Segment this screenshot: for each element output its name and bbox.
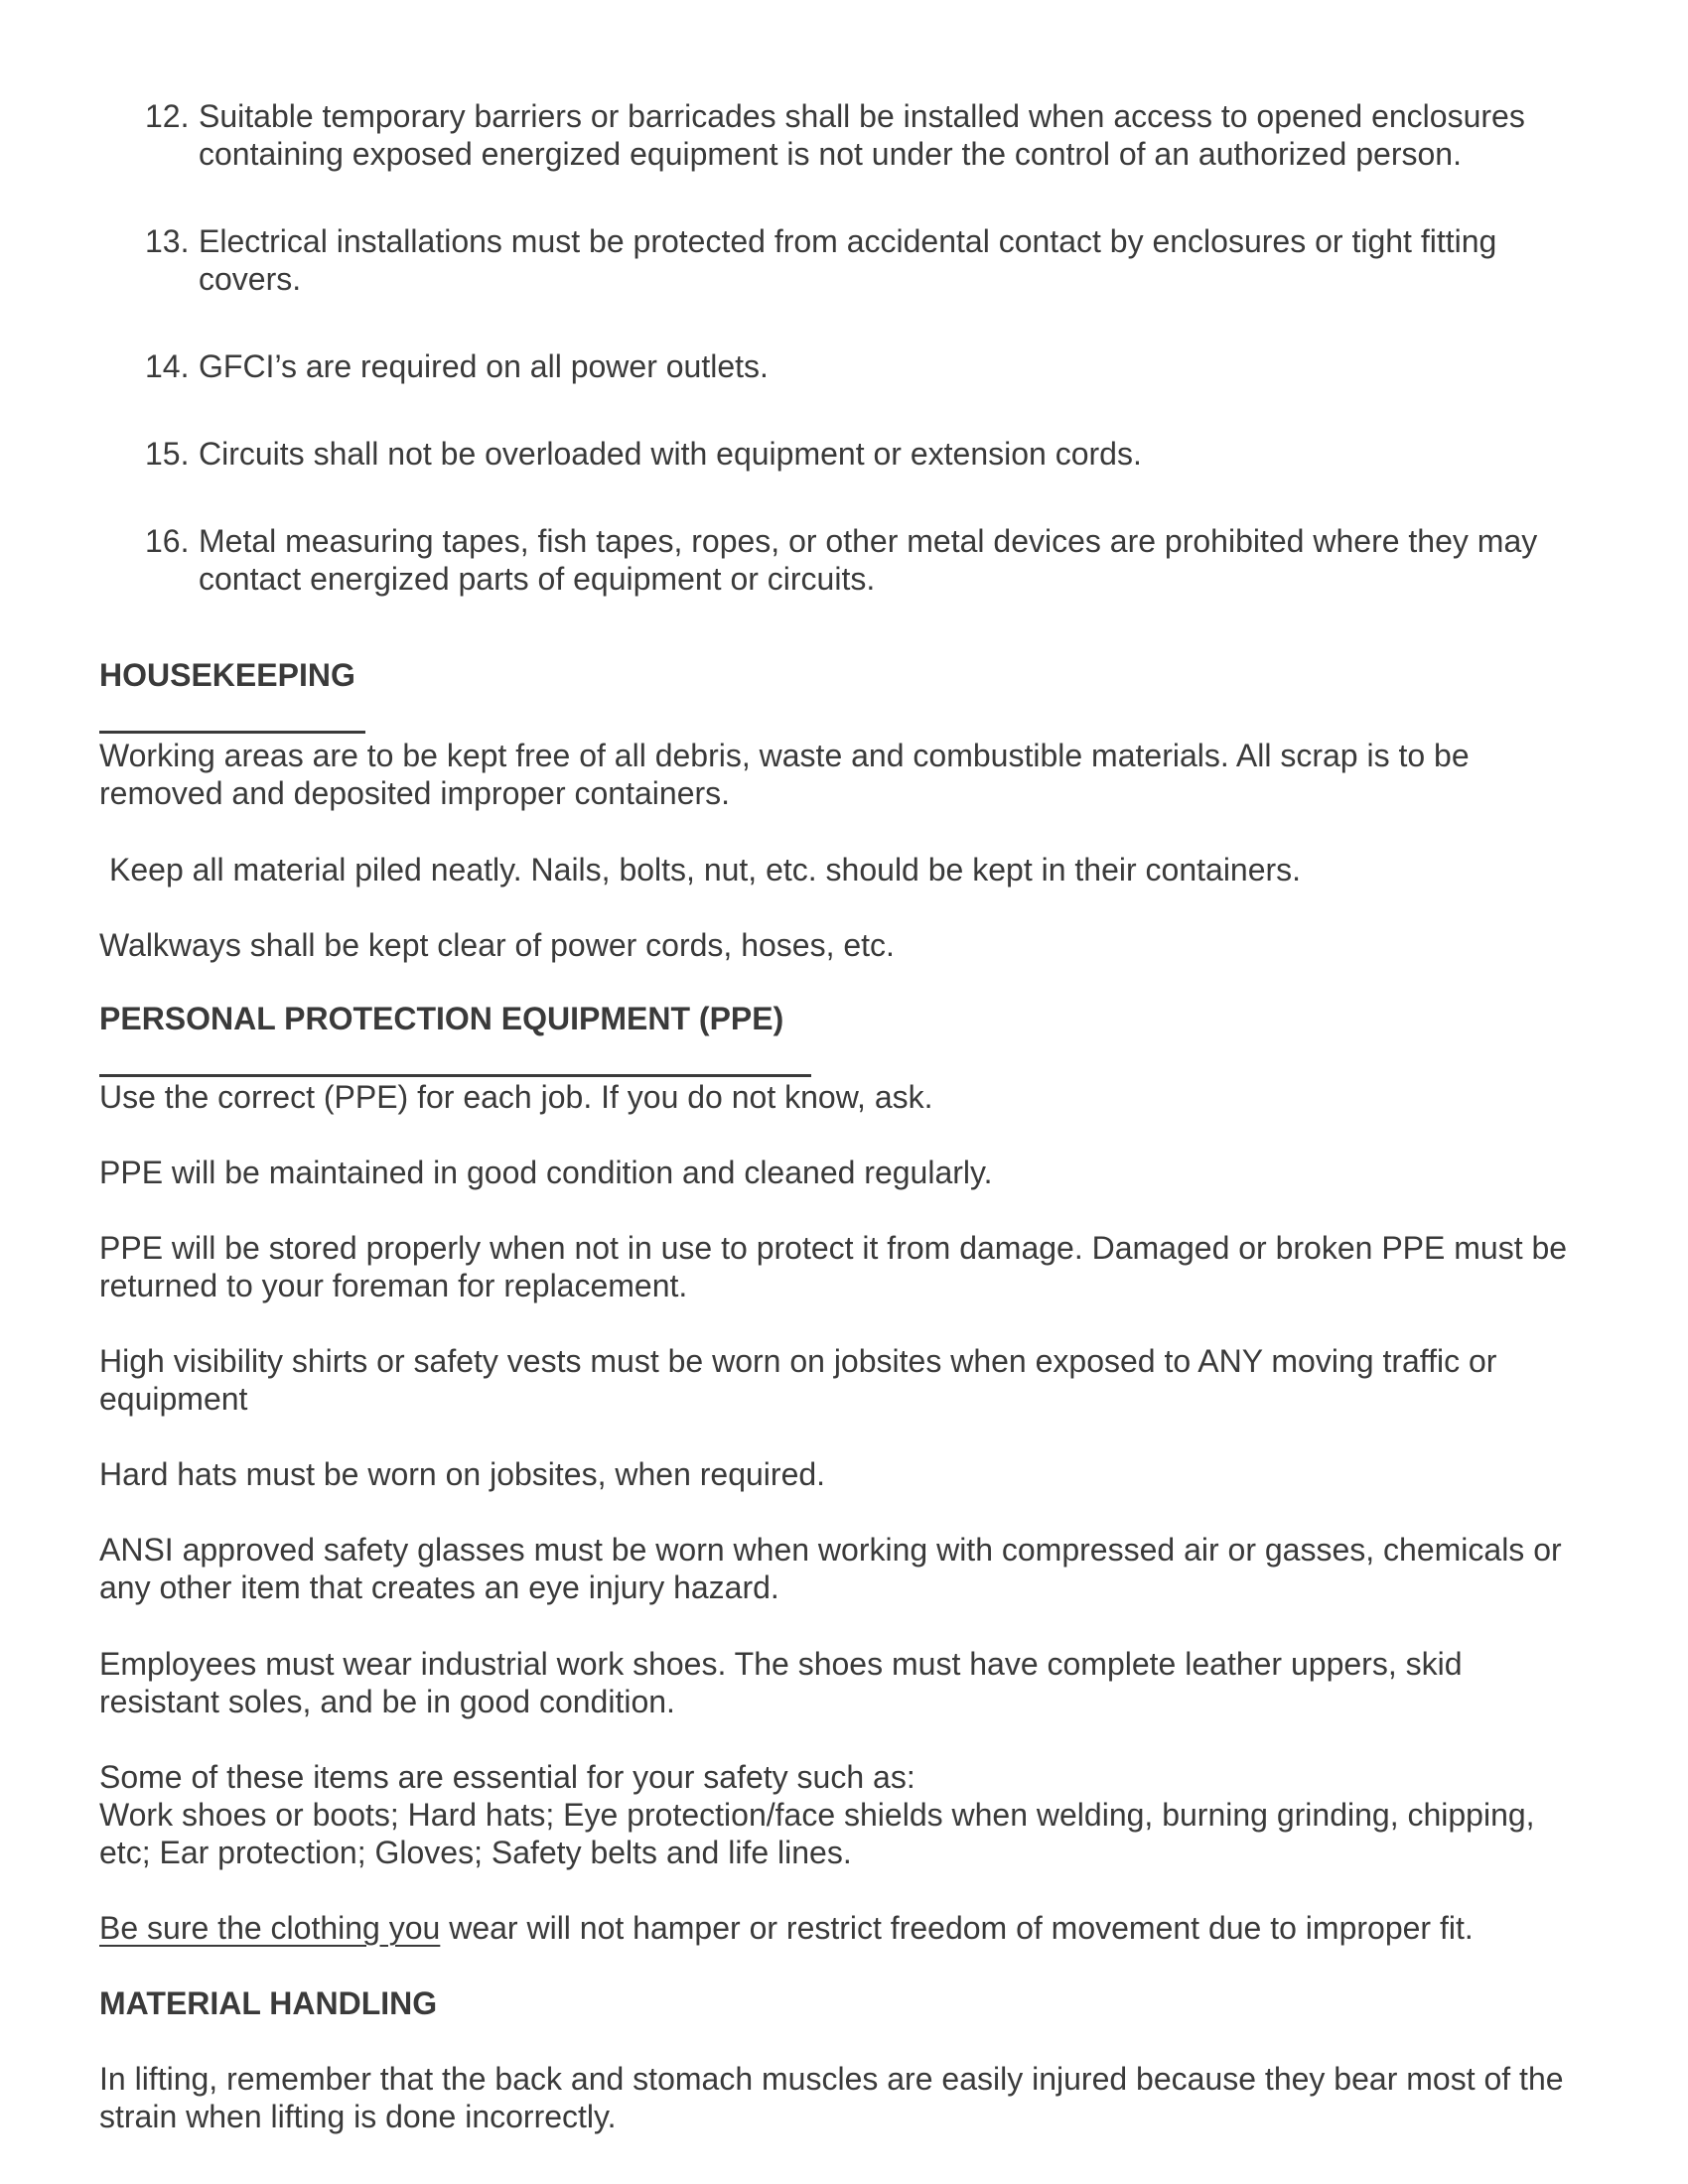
list-item <box>145 347 1589 385</box>
housekeeping-paragraph: Walkways shall be kept clear of power cords, hoses, etc. <box>99 927 895 963</box>
list-item-text: Suitable temporary barriers or barricades shall be installed when access to opened enclosures containing exposed energized equipment is not under the control of an authorized person. <box>199 98 1525 172</box>
ppe-essentials-list: Work shoes or boots; Hard hats; Eye protection/face shields when welding, burning grinding, chipping, etc; Ear protection; Gloves; Safety belts and life lines. <box>99 1797 1535 1870</box>
list-item <box>145 522 1589 598</box>
list-item <box>145 435 1589 473</box>
material-handling-paragraph: In lifting, remember that the back and stomach muscles are easily injured because they bear most of the strain when lifting is done incorrectly. <box>99 2061 1564 2134</box>
material-handling-heading: MATERIAL HANDLING <box>99 1985 438 2021</box>
ppe-paragraph: ANSI approved safety glasses must be worn when working with compressed air or gasses, chemicals or any other item that creates an eye injury hazard. <box>99 1532 1562 1605</box>
list-item-number: 16 . <box>145 522 189 560</box>
ppe-clothing-paragraph <box>99 1909 1589 1947</box>
housekeeping-paragraph: Working areas are to be kept free of all debris, waste and combustible materials. All scrap is to be removed and deposited improper containers. <box>99 738 1470 811</box>
list-item-number: 15 . <box>145 435 189 473</box>
list-item-text: Metal measuring tapes, fish tapes, ropes, or other metal devices are prohibited where they may contact energized parts of equipment or circuits. <box>199 523 1538 597</box>
list-item-number: 12 . <box>145 97 189 135</box>
list-item-number: 14 . <box>145 347 189 385</box>
ppe-heading-rule <box>99 1074 811 1077</box>
list-item-number: 13 . <box>145 222 189 260</box>
list-item-text: Electrical installations must be protected from accidental contact by enclosures or tight fitting covers. <box>199 223 1497 297</box>
ppe-heading: PERSONAL PROTECTION EQUIPMENT (PPE) <box>99 1001 784 1036</box>
ppe-paragraph: Hard hats must be worn on jobsites, when required. <box>99 1456 826 1492</box>
ppe-paragraph: Use the correct (PPE) for each job. If you do not know, ask. <box>99 1079 933 1115</box>
list-item-text: GFCI’s are required on all power outlets. <box>199 348 769 384</box>
list-item-text: Circuits shall not be overloaded with equipment or extension cords. <box>199 436 1142 472</box>
housekeeping-heading-rule <box>99 731 365 734</box>
ppe-paragraph: PPE will be stored properly when not in use to protect it from damage. Damaged or broken PPE must be returned to your foreman for replacement. <box>99 1230 1568 1303</box>
material-handling-section <box>99 1984 1589 2022</box>
ppe-paragraph: High visibility shirts or safety vests must be worn on jobsites when exposed to ANY moving traffic or equipment <box>99 1343 1497 1417</box>
ppe-paragraph: PPE will be maintained in good condition and cleaned regularly. <box>99 1155 993 1190</box>
ppe-essentials-intro: Some of these items are essential for your safety such as: <box>99 1759 915 1795</box>
housekeeping-section <box>99 656 1589 694</box>
ppe-paragraph: Employees must wear industrial work shoes. The shoes must have complete leather uppers, skid resistant soles, and be in good condition. <box>99 1646 1463 1719</box>
housekeeping-paragraph: Keep all material piled neatly. Nails, bolts, nut, etc. should be kept in their containers. <box>109 852 1302 887</box>
ppe-clothing-rest: wear will not hamper or restrict freedom of movement due to improper fit. <box>440 1910 1474 1946</box>
ppe-section <box>99 1000 1589 1037</box>
ppe-clothing-underlined: Be sure the clothing you <box>99 1910 441 1946</box>
list-item <box>145 222 1589 298</box>
list-item <box>145 97 1589 173</box>
housekeeping-heading: HOUSEKEEPING <box>99 657 355 693</box>
numbered-list <box>145 97 1589 647</box>
